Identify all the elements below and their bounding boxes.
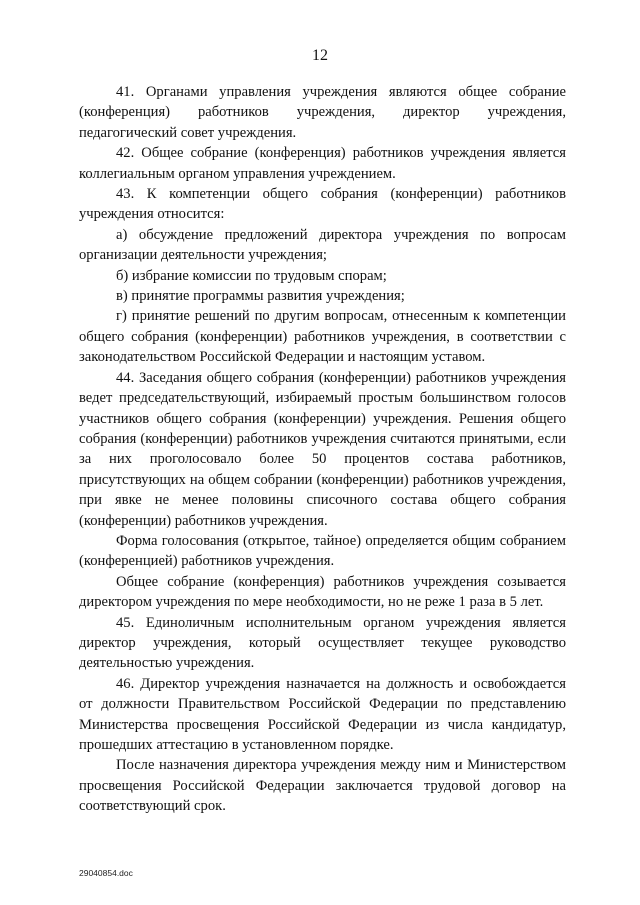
- list-item-a: а) обсуждение предложений директора учреждения по вопросам организации деятельности учреждения;: [79, 226, 566, 264]
- list-item-b: б) избрание комиссии по трудовым спорам;: [116, 267, 387, 284]
- paragraph-43: 43. К компетенции общего собрания (конференции) работников учреждения относится:: [79, 186, 566, 223]
- paragraph-46: 46. Директор учреждения назначается на должность и освобождается от должности Правительством Российской Федерации по представлению Министерства просвещения Российской Федерации из числа кандидатур, прошедших аттестацию в установленном порядке.: [79, 675, 566, 753]
- list-item-v: в) принятие программы развития учреждения;: [116, 288, 405, 305]
- paragraph-45: 45. Единоличным исполнительным органом учреждения является директор учреждения, который осуществляет текущее руководство деятельностью учреждения.: [79, 614, 566, 672]
- list-item-g: г) принятие решений по другим вопросам, отнесенным к компетенции общего собрания (конференции) работников учреждения, в соответствии с законодательством Российской Федерации и настоящим уставом.: [79, 308, 566, 366]
- paragraph-44: 44. Заседания общего собрания (конференции) работников учреждения ведет председательствующий, избираемый простым большинством голосов участников общего собрания (конференции) учреждения. Решения общего собрания (конференции) работников учреждения считаются принятыми, если за них проголосовало более 50 процентов состава работников, присутствующих на общем собрании (конференции) работников учреждения, при явке не менее половины списочного состава общего собрания (конференции) работников учреждения.: [79, 369, 566, 529]
- document-body: [79, 82, 566, 817]
- paragraph-41: 41. Органами управления учреждения являются общее собрание (конференция) работников учреждения, директор учреждения, педагогический совет учреждения.: [79, 84, 566, 141]
- paragraph-voting-form: Форма голосования (открытое, тайное) определяется общим собранием (конференцией) работников учреждения.: [79, 532, 566, 570]
- file-reference: 29040854.doc: [79, 868, 133, 878]
- page-number: 12: [312, 47, 328, 64]
- paragraph-42: 42. Общее собрание (конференция) работников учреждения является коллегиальным органом управления учреждением.: [79, 145, 566, 182]
- paragraph-contract: После назначения директора учреждения между ним и Министерством просвещения Российской Федерации заключается трудовой договор на соответствующий срок.: [79, 757, 566, 815]
- paragraph-convocation: Общее собрание (конференция) работников учреждения созывается директором учреждения по мере необходимости, но не реже 1 раза в 5 лет.: [79, 573, 566, 611]
